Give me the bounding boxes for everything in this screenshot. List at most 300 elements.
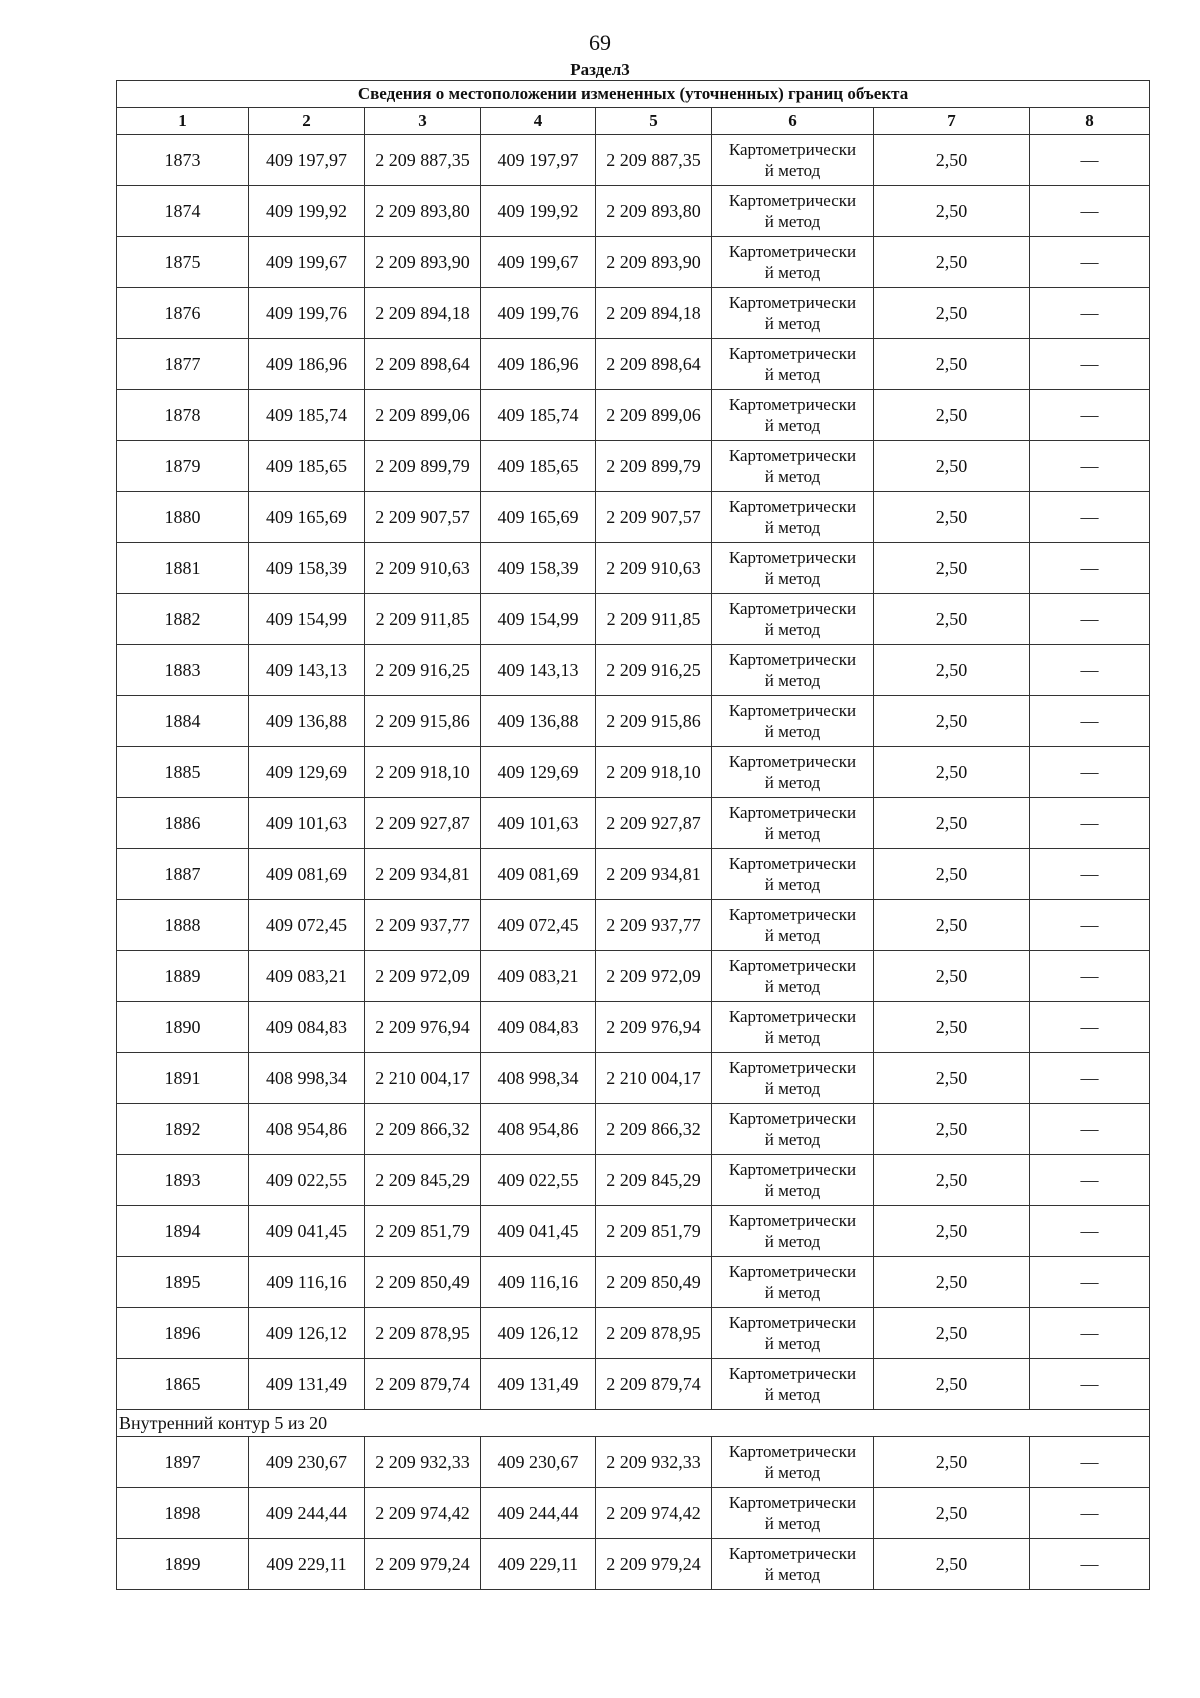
point-number-cell: 1876 xyxy=(117,288,249,339)
y-refined-cell: 2 209 979,24 xyxy=(596,1539,712,1590)
description-cell: — xyxy=(1030,747,1150,798)
table-row xyxy=(117,339,1150,390)
method-line-1: Картометрически xyxy=(728,1262,857,1281)
y-refined-cell: 2 209 932,33 xyxy=(596,1437,712,1488)
x-existing-cell: 409 158,39 xyxy=(249,543,365,594)
y-refined-cell: 2 209 899,79 xyxy=(596,441,712,492)
point-number-cell: 1891 xyxy=(117,1053,249,1104)
y-existing-cell: 2 209 899,06 xyxy=(365,390,481,441)
x-refined-cell: 409 244,44 xyxy=(481,1488,596,1539)
precision-cell: 2,50 xyxy=(874,696,1030,747)
y-existing-cell: 2 209 972,09 xyxy=(365,951,481,1002)
description-cell: — xyxy=(1030,288,1150,339)
method-line-1: Картометрически xyxy=(728,548,857,567)
point-number-cell: 1875 xyxy=(117,237,249,288)
description-cell: — xyxy=(1030,543,1150,594)
description-cell: — xyxy=(1030,645,1150,696)
table-row xyxy=(117,1539,1150,1590)
table-row xyxy=(117,594,1150,645)
method-line-1: Картометрически xyxy=(728,446,857,465)
method-line-2: й метод xyxy=(764,161,821,180)
description-cell: — xyxy=(1030,339,1150,390)
method-line-2: й метод xyxy=(764,467,821,486)
column-number: 7 xyxy=(874,108,1030,135)
table-row xyxy=(117,1257,1150,1308)
table-row xyxy=(117,492,1150,543)
method-line-2: й метод xyxy=(764,263,821,282)
precision-cell: 2,50 xyxy=(874,1002,1030,1053)
point-number-cell: 1882 xyxy=(117,594,249,645)
method-cell xyxy=(712,1308,874,1359)
description-cell: — xyxy=(1030,951,1150,1002)
method-cell xyxy=(712,1539,874,1590)
method-line-1: Картометрически xyxy=(728,854,857,873)
precision-cell: 2,50 xyxy=(874,798,1030,849)
method-line-1: Картометрически xyxy=(728,1313,857,1332)
method-line-1: Картометрически xyxy=(728,956,857,975)
y-existing-cell: 2 209 974,42 xyxy=(365,1488,481,1539)
precision-cell: 2,50 xyxy=(874,1437,1030,1488)
y-existing-cell: 2 209 918,10 xyxy=(365,747,481,798)
x-existing-cell: 409 229,11 xyxy=(249,1539,365,1590)
x-refined-cell: 409 199,92 xyxy=(481,186,596,237)
method-line-1: Картометрически xyxy=(728,1493,857,1512)
point-number-cell: 1890 xyxy=(117,1002,249,1053)
table-row xyxy=(117,441,1150,492)
precision-cell: 2,50 xyxy=(874,441,1030,492)
table-row xyxy=(117,747,1150,798)
method-cell xyxy=(712,237,874,288)
method-cell xyxy=(712,1257,874,1308)
table-row xyxy=(117,951,1150,1002)
method-cell xyxy=(712,645,874,696)
method-line-1: Картометрически xyxy=(728,242,857,261)
x-existing-cell: 409 083,21 xyxy=(249,951,365,1002)
method-cell xyxy=(712,798,874,849)
x-existing-cell: 408 954,86 xyxy=(249,1104,365,1155)
method-line-1: Картометрически xyxy=(728,1211,857,1230)
method-line-1: Картометрически xyxy=(728,395,857,414)
y-existing-cell: 2 209 866,32 xyxy=(365,1104,481,1155)
description-cell: — xyxy=(1030,1437,1150,1488)
point-number-cell: 1881 xyxy=(117,543,249,594)
point-number-cell: 1873 xyxy=(117,135,249,186)
method-line-2: й метод xyxy=(764,1334,821,1353)
description-cell: — xyxy=(1030,135,1150,186)
x-refined-cell: 409 101,63 xyxy=(481,798,596,849)
table-caption: Сведения о местоположении измененных (уточненных) границ объекта xyxy=(117,81,1150,108)
description-cell: — xyxy=(1030,441,1150,492)
y-refined-cell: 2 209 893,90 xyxy=(596,237,712,288)
precision-cell: 2,50 xyxy=(874,900,1030,951)
table-body-contour xyxy=(117,1410,1150,1437)
method-cell xyxy=(712,441,874,492)
x-refined-cell: 409 199,76 xyxy=(481,288,596,339)
table-row xyxy=(117,696,1150,747)
method-cell xyxy=(712,339,874,390)
y-refined-cell: 2 209 911,85 xyxy=(596,594,712,645)
y-refined-cell: 2 209 974,42 xyxy=(596,1488,712,1539)
y-refined-cell: 2 209 910,63 xyxy=(596,543,712,594)
x-refined-cell: 409 081,69 xyxy=(481,849,596,900)
point-number-cell: 1883 xyxy=(117,645,249,696)
point-number-cell: 1879 xyxy=(117,441,249,492)
precision-cell: 2,50 xyxy=(874,339,1030,390)
y-refined-cell: 2 209 851,79 xyxy=(596,1206,712,1257)
x-existing-cell: 409 131,49 xyxy=(249,1359,365,1410)
x-existing-cell: 409 072,45 xyxy=(249,900,365,951)
method-line-2: й метод xyxy=(764,212,821,231)
method-cell xyxy=(712,492,874,543)
method-line-1: Картометрически xyxy=(728,905,857,924)
y-refined-cell: 2 209 915,86 xyxy=(596,696,712,747)
y-refined-cell: 2 209 866,32 xyxy=(596,1104,712,1155)
x-existing-cell: 409 101,63 xyxy=(249,798,365,849)
precision-cell: 2,50 xyxy=(874,186,1030,237)
method-line-1: Картометрически xyxy=(728,752,857,771)
table-row xyxy=(117,1155,1150,1206)
x-refined-cell: 409 126,12 xyxy=(481,1308,596,1359)
y-refined-cell: 2 209 916,25 xyxy=(596,645,712,696)
method-cell xyxy=(712,1437,874,1488)
x-refined-cell: 409 084,83 xyxy=(481,1002,596,1053)
precision-cell: 2,50 xyxy=(874,1359,1030,1410)
precision-cell: 2,50 xyxy=(874,1257,1030,1308)
y-refined-cell: 2 209 918,10 xyxy=(596,747,712,798)
precision-cell: 2,50 xyxy=(874,543,1030,594)
method-line-1: Картометрически xyxy=(728,1544,857,1563)
table-row xyxy=(117,1359,1150,1410)
method-cell xyxy=(712,849,874,900)
table-body-main xyxy=(117,135,1150,1410)
column-number: 8 xyxy=(1030,108,1150,135)
method-cell xyxy=(712,390,874,441)
point-number-cell: 1887 xyxy=(117,849,249,900)
method-cell xyxy=(712,543,874,594)
y-existing-cell: 2 209 979,24 xyxy=(365,1539,481,1590)
x-refined-cell: 409 199,67 xyxy=(481,237,596,288)
point-number-cell: 1894 xyxy=(117,1206,249,1257)
precision-cell: 2,50 xyxy=(874,1206,1030,1257)
table-row xyxy=(117,543,1150,594)
y-existing-cell: 2 209 851,79 xyxy=(365,1206,481,1257)
x-existing-cell: 409 081,69 xyxy=(249,849,365,900)
x-existing-cell: 409 126,12 xyxy=(249,1308,365,1359)
point-number-cell: 1878 xyxy=(117,390,249,441)
y-refined-cell: 2 209 934,81 xyxy=(596,849,712,900)
y-existing-cell: 2 209 878,95 xyxy=(365,1308,481,1359)
y-existing-cell: 2 209 879,74 xyxy=(365,1359,481,1410)
method-line-2: й метод xyxy=(764,875,821,894)
precision-cell: 2,50 xyxy=(874,747,1030,798)
table-caption-row xyxy=(117,81,1150,108)
description-cell: — xyxy=(1030,1155,1150,1206)
method-line-2: й метод xyxy=(764,365,821,384)
method-cell xyxy=(712,696,874,747)
x-existing-cell: 409 199,67 xyxy=(249,237,365,288)
description-cell: — xyxy=(1030,1308,1150,1359)
method-line-2: й метод xyxy=(764,518,821,537)
table-row xyxy=(117,1308,1150,1359)
x-refined-cell: 409 136,88 xyxy=(481,696,596,747)
contour-label: Внутренний контур 5 из 20 xyxy=(117,1410,1150,1437)
x-refined-cell: 409 022,55 xyxy=(481,1155,596,1206)
x-refined-cell: 409 185,65 xyxy=(481,441,596,492)
method-cell xyxy=(712,1488,874,1539)
x-existing-cell: 409 197,97 xyxy=(249,135,365,186)
method-cell xyxy=(712,951,874,1002)
x-existing-cell: 409 199,92 xyxy=(249,186,365,237)
method-line-1: Картометрически xyxy=(728,701,857,720)
column-number: 4 xyxy=(481,108,596,135)
table-row xyxy=(117,237,1150,288)
column-number: 6 xyxy=(712,108,874,135)
x-refined-cell: 409 143,13 xyxy=(481,645,596,696)
y-existing-cell: 2 209 934,81 xyxy=(365,849,481,900)
precision-cell: 2,50 xyxy=(874,1104,1030,1155)
x-refined-cell: 409 158,39 xyxy=(481,543,596,594)
method-cell xyxy=(712,1002,874,1053)
method-line-1: Картометрически xyxy=(728,1442,857,1461)
method-line-1: Картометрически xyxy=(728,293,857,312)
description-cell: — xyxy=(1030,390,1150,441)
point-number-cell: 1892 xyxy=(117,1104,249,1155)
precision-cell: 2,50 xyxy=(874,849,1030,900)
description-cell: — xyxy=(1030,798,1150,849)
point-number-cell: 1877 xyxy=(117,339,249,390)
method-line-2: й метод xyxy=(764,824,821,843)
description-cell: — xyxy=(1030,186,1150,237)
precision-cell: 2,50 xyxy=(874,645,1030,696)
method-cell xyxy=(712,900,874,951)
method-line-1: Картометрически xyxy=(728,140,857,159)
method-line-1: Картометрически xyxy=(728,497,857,516)
x-refined-cell: 409 072,45 xyxy=(481,900,596,951)
point-number-cell: 1897 xyxy=(117,1437,249,1488)
y-existing-cell: 2 209 893,90 xyxy=(365,237,481,288)
method-line-1: Картометрически xyxy=(728,1160,857,1179)
y-refined-cell: 2 209 887,35 xyxy=(596,135,712,186)
table-row xyxy=(117,798,1150,849)
point-number-cell: 1865 xyxy=(117,1359,249,1410)
x-refined-cell: 409 229,11 xyxy=(481,1539,596,1590)
x-existing-cell: 409 116,16 xyxy=(249,1257,365,1308)
method-line-2: й метод xyxy=(764,977,821,996)
description-cell: — xyxy=(1030,1206,1150,1257)
table-row xyxy=(117,1104,1150,1155)
point-number-cell: 1896 xyxy=(117,1308,249,1359)
y-refined-cell: 2 209 927,87 xyxy=(596,798,712,849)
description-cell: — xyxy=(1030,1104,1150,1155)
x-refined-cell: 409 165,69 xyxy=(481,492,596,543)
method-line-2: й метод xyxy=(764,1565,821,1584)
description-cell: — xyxy=(1030,1053,1150,1104)
precision-cell: 2,50 xyxy=(874,1488,1030,1539)
x-existing-cell: 409 244,44 xyxy=(249,1488,365,1539)
x-refined-cell: 409 129,69 xyxy=(481,747,596,798)
x-existing-cell: 409 129,69 xyxy=(249,747,365,798)
description-cell: — xyxy=(1030,1257,1150,1308)
y-existing-cell: 2 209 916,25 xyxy=(365,645,481,696)
page-number: 69 xyxy=(589,30,611,55)
x-refined-cell: 409 197,97 xyxy=(481,135,596,186)
method-line-2: й метод xyxy=(764,926,821,945)
table-row xyxy=(117,849,1150,900)
x-refined-cell: 409 131,49 xyxy=(481,1359,596,1410)
method-cell xyxy=(712,594,874,645)
method-cell xyxy=(712,135,874,186)
x-existing-cell: 409 230,67 xyxy=(249,1437,365,1488)
y-refined-cell: 2 209 937,77 xyxy=(596,900,712,951)
section-title: Раздел3 xyxy=(570,60,630,79)
y-existing-cell: 2 209 894,18 xyxy=(365,288,481,339)
column-number: 5 xyxy=(596,108,712,135)
column-number: 1 xyxy=(117,108,249,135)
y-existing-cell: 2 210 004,17 xyxy=(365,1053,481,1104)
x-existing-cell: 409 041,45 xyxy=(249,1206,365,1257)
point-number-cell: 1888 xyxy=(117,900,249,951)
method-line-1: Картометрически xyxy=(728,344,857,363)
point-number-cell: 1884 xyxy=(117,696,249,747)
method-cell xyxy=(712,1104,874,1155)
method-line-2: й метод xyxy=(764,1232,821,1251)
x-existing-cell: 409 199,76 xyxy=(249,288,365,339)
method-cell xyxy=(712,288,874,339)
x-refined-cell: 409 041,45 xyxy=(481,1206,596,1257)
precision-cell: 2,50 xyxy=(874,288,1030,339)
table-row xyxy=(117,1002,1150,1053)
method-line-1: Картометрически xyxy=(728,1007,857,1026)
method-line-2: й метод xyxy=(764,1385,821,1404)
x-refined-cell: 409 116,16 xyxy=(481,1257,596,1308)
method-line-2: й метод xyxy=(764,1514,821,1533)
y-existing-cell: 2 209 937,77 xyxy=(365,900,481,951)
contour-row xyxy=(117,1410,1150,1437)
y-existing-cell: 2 209 910,63 xyxy=(365,543,481,594)
y-refined-cell: 2 209 893,80 xyxy=(596,186,712,237)
y-existing-cell: 2 209 976,94 xyxy=(365,1002,481,1053)
method-line-2: й метод xyxy=(764,1079,821,1098)
y-refined-cell: 2 209 845,29 xyxy=(596,1155,712,1206)
x-existing-cell: 408 998,34 xyxy=(249,1053,365,1104)
y-existing-cell: 2 209 927,87 xyxy=(365,798,481,849)
method-cell xyxy=(712,1155,874,1206)
method-line-2: й метод xyxy=(764,671,821,690)
method-line-2: й метод xyxy=(764,1181,821,1200)
table-row xyxy=(117,1437,1150,1488)
description-cell: — xyxy=(1030,1488,1150,1539)
precision-cell: 2,50 xyxy=(874,951,1030,1002)
description-cell: — xyxy=(1030,1002,1150,1053)
point-number-cell: 1886 xyxy=(117,798,249,849)
method-line-1: Картометрически xyxy=(728,1058,857,1077)
x-refined-cell: 409 186,96 xyxy=(481,339,596,390)
method-line-2: й метод xyxy=(764,1130,821,1149)
method-line-1: Картометрически xyxy=(728,1364,857,1383)
table-row xyxy=(117,288,1150,339)
x-existing-cell: 409 186,96 xyxy=(249,339,365,390)
point-number-cell: 1895 xyxy=(117,1257,249,1308)
y-existing-cell: 2 209 911,85 xyxy=(365,594,481,645)
table-row xyxy=(117,900,1150,951)
description-cell: — xyxy=(1030,594,1150,645)
point-number-cell: 1880 xyxy=(117,492,249,543)
precision-cell: 2,50 xyxy=(874,1539,1030,1590)
method-line-2: й метод xyxy=(764,1283,821,1302)
y-existing-cell: 2 209 898,64 xyxy=(365,339,481,390)
x-refined-cell: 408 998,34 xyxy=(481,1053,596,1104)
table-row xyxy=(117,390,1150,441)
precision-cell: 2,50 xyxy=(874,1155,1030,1206)
precision-cell: 2,50 xyxy=(874,1053,1030,1104)
x-refined-cell: 409 154,99 xyxy=(481,594,596,645)
x-refined-cell: 409 230,67 xyxy=(481,1437,596,1488)
x-existing-cell: 409 136,88 xyxy=(249,696,365,747)
y-refined-cell: 2 209 850,49 xyxy=(596,1257,712,1308)
point-number-cell: 1893 xyxy=(117,1155,249,1206)
x-existing-cell: 409 084,83 xyxy=(249,1002,365,1053)
table-row xyxy=(117,1206,1150,1257)
table-row xyxy=(117,1488,1150,1539)
method-line-2: й метод xyxy=(764,1028,821,1047)
method-cell xyxy=(712,186,874,237)
point-number-cell: 1874 xyxy=(117,186,249,237)
y-existing-cell: 2 209 850,49 xyxy=(365,1257,481,1308)
y-existing-cell: 2 209 907,57 xyxy=(365,492,481,543)
y-existing-cell: 2 209 932,33 xyxy=(365,1437,481,1488)
method-line-2: й метод xyxy=(764,1463,821,1482)
y-refined-cell: 2 209 907,57 xyxy=(596,492,712,543)
description-cell: — xyxy=(1030,900,1150,951)
method-cell xyxy=(712,1053,874,1104)
column-number: 2 xyxy=(249,108,365,135)
method-line-1: Картометрически xyxy=(728,1109,857,1128)
y-refined-cell: 2 209 894,18 xyxy=(596,288,712,339)
method-cell xyxy=(712,747,874,798)
description-cell: — xyxy=(1030,696,1150,747)
y-existing-cell: 2 209 893,80 xyxy=(365,186,481,237)
y-refined-cell: 2 209 898,64 xyxy=(596,339,712,390)
x-existing-cell: 409 185,74 xyxy=(249,390,365,441)
description-cell: — xyxy=(1030,237,1150,288)
point-number-cell: 1885 xyxy=(117,747,249,798)
point-number-cell: 1889 xyxy=(117,951,249,1002)
method-cell xyxy=(712,1206,874,1257)
precision-cell: 2,50 xyxy=(874,594,1030,645)
column-numbers-row xyxy=(117,108,1150,135)
method-line-2: й метод xyxy=(764,416,821,435)
y-existing-cell: 2 209 915,86 xyxy=(365,696,481,747)
x-existing-cell: 409 022,55 xyxy=(249,1155,365,1206)
method-line-2: й метод xyxy=(764,569,821,588)
method-cell xyxy=(712,1359,874,1410)
table-row xyxy=(117,1053,1150,1104)
point-number-cell: 1899 xyxy=(117,1539,249,1590)
x-existing-cell: 409 143,13 xyxy=(249,645,365,696)
y-refined-cell: 2 209 976,94 xyxy=(596,1002,712,1053)
y-refined-cell: 2 209 899,06 xyxy=(596,390,712,441)
precision-cell: 2,50 xyxy=(874,135,1030,186)
method-line-2: й метод xyxy=(764,722,821,741)
method-line-1: Картометрически xyxy=(728,650,857,669)
precision-cell: 2,50 xyxy=(874,390,1030,441)
x-existing-cell: 409 185,65 xyxy=(249,441,365,492)
description-cell: — xyxy=(1030,492,1150,543)
method-line-1: Картометрически xyxy=(728,599,857,618)
method-line-1: Картометрически xyxy=(728,191,857,210)
x-refined-cell: 409 185,74 xyxy=(481,390,596,441)
point-number-cell: 1898 xyxy=(117,1488,249,1539)
